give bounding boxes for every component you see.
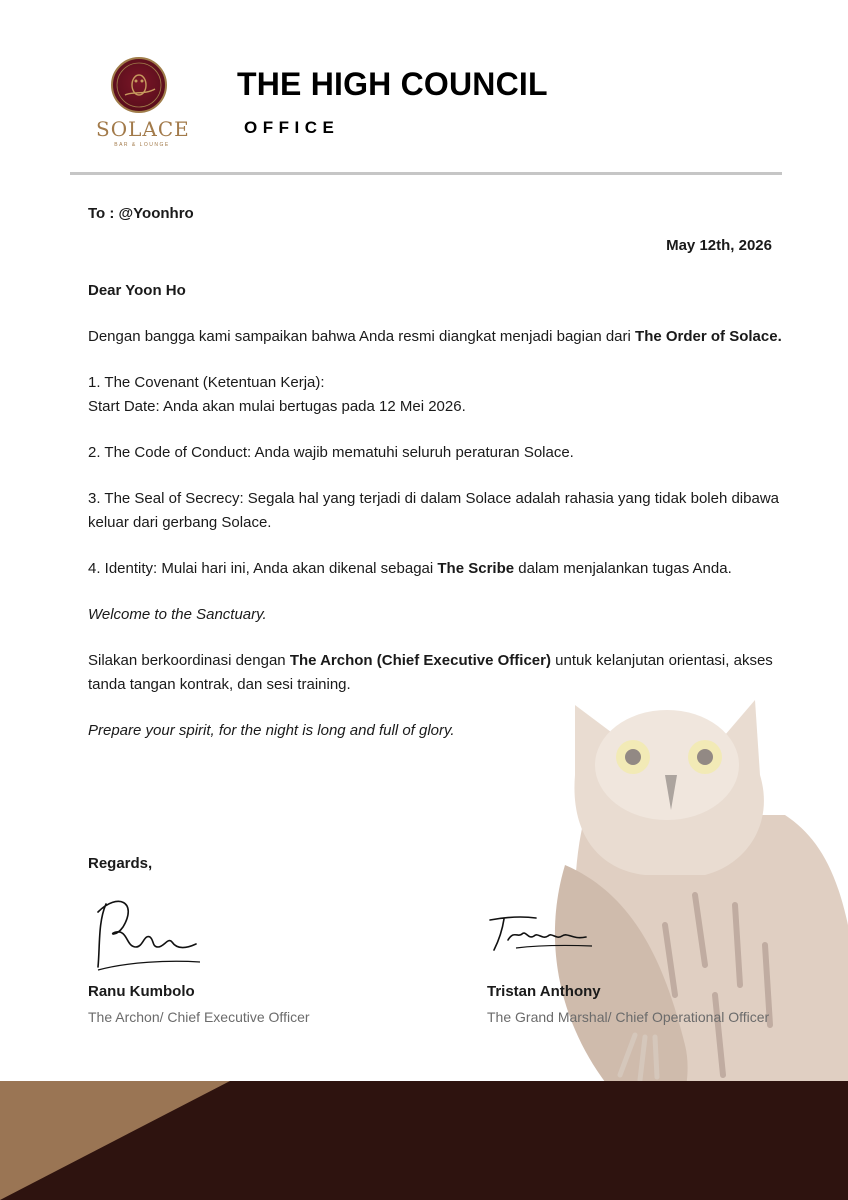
closing-line: Prepare your spirit, for the night is long and full of glory. <box>88 722 455 739</box>
letter-date: May 12th, 2026 <box>666 237 772 254</box>
logo-sub-text: BAR & LOUNGE <box>114 142 170 148</box>
coord-post: untuk kelanjutan orientasi, akses tanda tangan kontrak, dan sesi training. <box>88 652 773 693</box>
solace-logo <box>96 55 188 155</box>
page-title: THE HIGH COUNCIL <box>237 66 548 102</box>
item-3: 3. The Seal of Secrecy: Segala hal yang terjadi di dalam Solace adalah rahasia yang tidak boleh dibawa keluar dari gerbang Solace. <box>88 490 780 531</box>
intro-paragraph <box>88 325 788 349</box>
signatory-1-role: The Archon/ Chief Executive Officer <box>88 1009 310 1025</box>
signatory-2-name: Tristan Anthony <box>487 983 601 1000</box>
item-1-title: 1. The Covenant (Ketentuan Kerja): <box>88 374 325 391</box>
item-1-body: Start Date: Anda akan mulai bertugas pada 12 Mei 2026. <box>88 398 466 415</box>
letter-body <box>88 279 788 743</box>
signature-tristan-image <box>486 912 596 954</box>
coord-bold: The Archon (Chief Executive Officer) <box>289 652 551 669</box>
logo-brand-text: SOLACE <box>96 117 190 141</box>
footer-accent <box>0 1081 230 1200</box>
page-subtitle: OFFICE <box>244 118 340 137</box>
item-4-bold: The Scribe <box>437 560 515 577</box>
welcome-line: Welcome to the Sanctuary. <box>88 606 267 623</box>
item-4-pre: 4. Identity: Mulai hari ini, Anda akan dikenal sebagai <box>88 560 438 577</box>
signature-ranu-image <box>88 892 208 972</box>
item-4-post: dalam menjalankan tugas Anda. <box>514 560 732 577</box>
item-4 <box>88 557 788 581</box>
intro-bold-text: The Order of Solace. <box>635 328 782 345</box>
salutation: Dear Yoon Ho <box>88 282 186 299</box>
header-divider <box>70 172 782 175</box>
item-2: 2. The Code of Conduct: Anda wajib mematuhi seluruh peraturan Solace. <box>88 444 574 461</box>
signatory-1-name: Ranu Kumbolo <box>88 983 195 1000</box>
coordination-paragraph <box>88 649 788 697</box>
signatory-2-role: The Grand Marshal/ Chief Operational Officer <box>487 1009 770 1025</box>
recipient-line: To : @Yoonhro <box>88 205 194 222</box>
intro-text: Dengan bangga kami sampaikan bahwa Anda resmi diangkat menjadi bagian dari <box>88 328 636 345</box>
coord-pre: Silakan berkoordinasi dengan <box>88 652 290 669</box>
owl-emblem-icon <box>111 57 167 113</box>
regards-label: Regards, <box>88 855 153 872</box>
